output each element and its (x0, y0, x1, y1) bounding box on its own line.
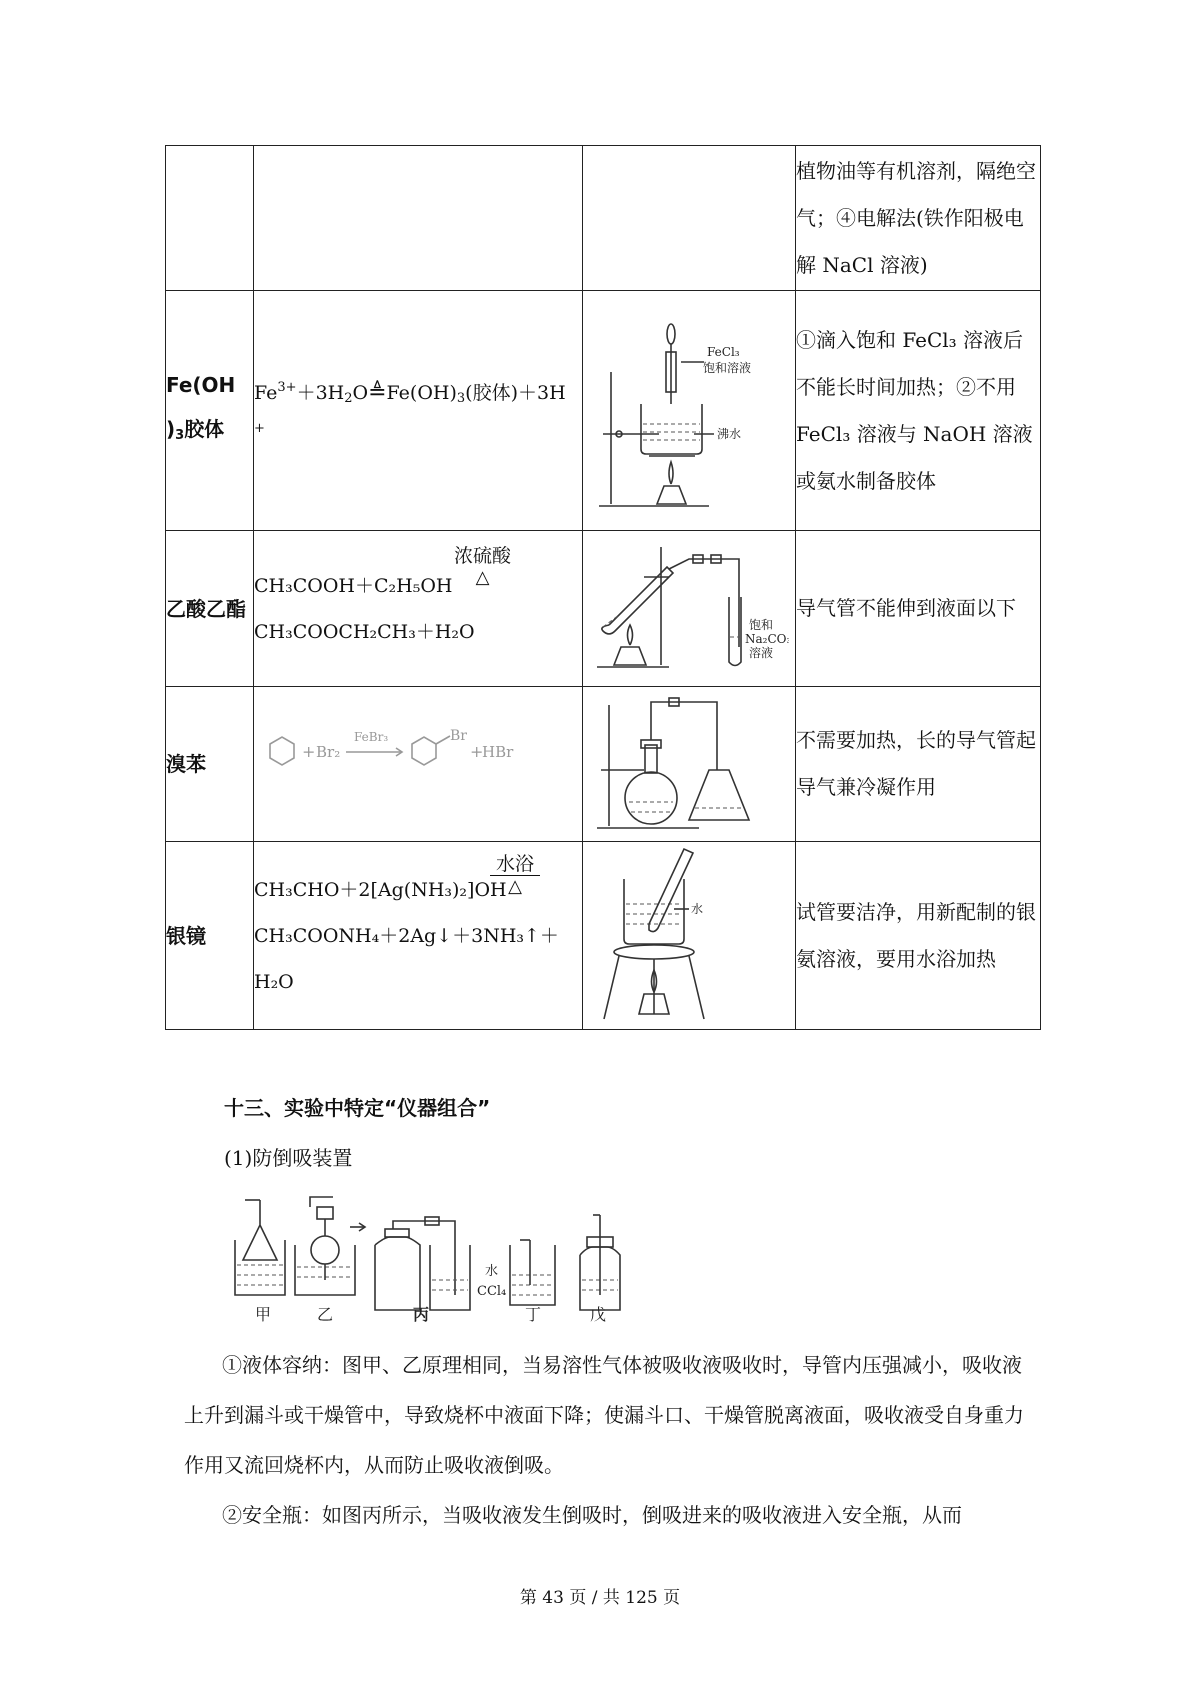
reaction-ethyl-acetate (254, 531, 583, 687)
ester-apparatus-diagram (589, 537, 789, 677)
rx-arrow: ≜ (368, 379, 387, 405)
colloid-apparatus-diagram (589, 304, 789, 514)
section-heading: 十三、实验中特定“仪器组合” (224, 1096, 491, 1120)
rx-hbr: HBr (482, 742, 514, 761)
svg-text:+: + (302, 741, 316, 761)
bromobenzene-equation-image (254, 726, 554, 786)
figure-colloid-apparatus (583, 291, 796, 531)
rx-sup: + (254, 420, 265, 436)
rx-part: Fe(OH) (386, 381, 457, 404)
table-row (166, 531, 1041, 687)
label-water: 水 (691, 901, 704, 916)
rx-condition-top: 浓硫酸 (454, 544, 512, 567)
row-name-ethyl-acetate: 乙酸乙酯 (166, 531, 254, 687)
page-footer: 第 43 页 / 共 125 页 (519, 1588, 681, 1608)
reaction-silver-mirror (254, 842, 583, 1030)
row-name-silver-mirror: 银镜 (166, 842, 254, 1030)
table-row (166, 146, 1041, 291)
rx-condition (454, 545, 511, 589)
row-name-fe-oh3-colloid (166, 291, 254, 531)
name-sub: 3 (175, 428, 185, 443)
rx-part: O (352, 381, 369, 404)
silver-mirror-apparatus-diagram (589, 844, 789, 1024)
apparatus-yi (295, 1197, 355, 1324)
label-water: 水 (485, 1264, 499, 1279)
rx-line: CH₃COOH＋C₂H₅OH (254, 574, 453, 597)
rx-catalyst: FeBr₃ (354, 729, 389, 744)
label-wu: 戊 (590, 1305, 607, 1324)
rx-sup: 3+ (277, 379, 297, 395)
reaction-bromobenzene (254, 687, 583, 842)
figure-ester-apparatus (583, 531, 796, 687)
table-row (166, 842, 1041, 1030)
rx-line: CH₃COONH₄＋2Ag↓＋3NH₃↑＋ (254, 924, 559, 947)
rx-br2: Br₂ (316, 742, 341, 761)
label-saturated: 饱和 (749, 617, 774, 632)
label-na2co3: Na₂CO₃ (745, 631, 789, 646)
rx-condition-bottom: △ (475, 566, 490, 588)
row-name-cell (166, 146, 254, 291)
row-note: ①滴入饱和 FeCl₃ 溶液后不能长时间加热；②不用 FeCl₃ 溶液与 NaOH 溶液或氨水制备胶体 (796, 291, 1041, 531)
reaction-fe-oh3 (254, 291, 583, 531)
apparatus-bing (350, 1217, 470, 1324)
label-yi: 乙 (317, 1305, 334, 1324)
label-jia: 甲 (255, 1305, 272, 1324)
rx-sub: 3 (456, 390, 466, 406)
label-fecl3: FeCl₃ (707, 344, 740, 359)
row-note: 试管要洁净，用新配制的银氨溶液，要用水浴加热 (796, 842, 1041, 1030)
rx-part: (胶体)＋3H (465, 381, 566, 404)
figure-silver-mirror-apparatus (583, 842, 796, 1030)
paragraph-safety-bottle: ②安全瓶：如图丙所示，当吸收液发生倒吸时，倒吸进来的吸收液进入安全瓶，从而 (222, 1503, 962, 1527)
row-note: 导气管不能伸到液面以下 (796, 531, 1041, 687)
rx-line: CH₃CHO＋2[Ag(NH₃)₂]OH (254, 878, 507, 901)
rx-condition (490, 853, 540, 898)
svg-text:+: + (470, 741, 484, 761)
label-ccl4: CCl₄ (477, 1284, 507, 1299)
apparatus-ding (477, 1240, 555, 1324)
row-figure-cell (583, 146, 796, 291)
name-part: Fe(OH (166, 373, 236, 397)
row-reaction-cell (254, 146, 583, 291)
paragraph-liquid-containment: ①液体容纳：图甲、乙原理相同，当易溶性气体被吸收液吸收时，导管内压强减小，吸收液上升到漏斗或干燥管中，导致烧杯中液面下降；使漏斗口、干燥管脱离液面，吸收液受自身重力作用又流回烧杯内，从而防止吸收液倒吸。 (184, 1353, 1024, 1477)
row-name-bromobenzene: 溴苯 (166, 687, 254, 842)
apparatus-wu (580, 1215, 620, 1324)
rx-part: Fe (254, 381, 278, 404)
label-saturated-solution: 饱和溶液 (703, 360, 752, 375)
name-part: ) (166, 417, 176, 441)
table-row (166, 291, 1041, 531)
rx-condition-bottom: △ (508, 875, 522, 897)
rx-condition-top: 水浴 (490, 853, 540, 876)
subsection-title: (1)防倒吸装置 (224, 1146, 353, 1170)
label-ding: 丁 (525, 1305, 542, 1324)
table-row (166, 687, 1041, 842)
anti-suckback-apparatus-figure (225, 1185, 705, 1335)
rx-line: CH₃COOCH₂CH₃＋H₂O (254, 620, 475, 643)
rx-sub: 2 (344, 390, 353, 406)
name-part: 胶体 (184, 417, 225, 441)
figure-bromobenzene-apparatus (583, 687, 796, 842)
bromobenzene-apparatus-diagram (589, 690, 789, 835)
row-note: 植物油等有机溶剂，隔绝空气；④电解法(铁作阳极电解 NaCl 溶液) (796, 146, 1041, 291)
rx-part: ＋3H (296, 381, 345, 404)
apparatus-jia (235, 1200, 285, 1324)
label-solution: 溶液 (749, 645, 774, 660)
rx-br: Br (450, 727, 467, 744)
experiment-table (165, 145, 1041, 1030)
row-note: 不需要加热，长的导气管起导气兼冷凝作用 (796, 687, 1041, 842)
rx-line: H₂O (254, 970, 294, 993)
label-boiling-water: 沸水 (717, 426, 742, 441)
label-bing: 丙 (413, 1305, 430, 1324)
